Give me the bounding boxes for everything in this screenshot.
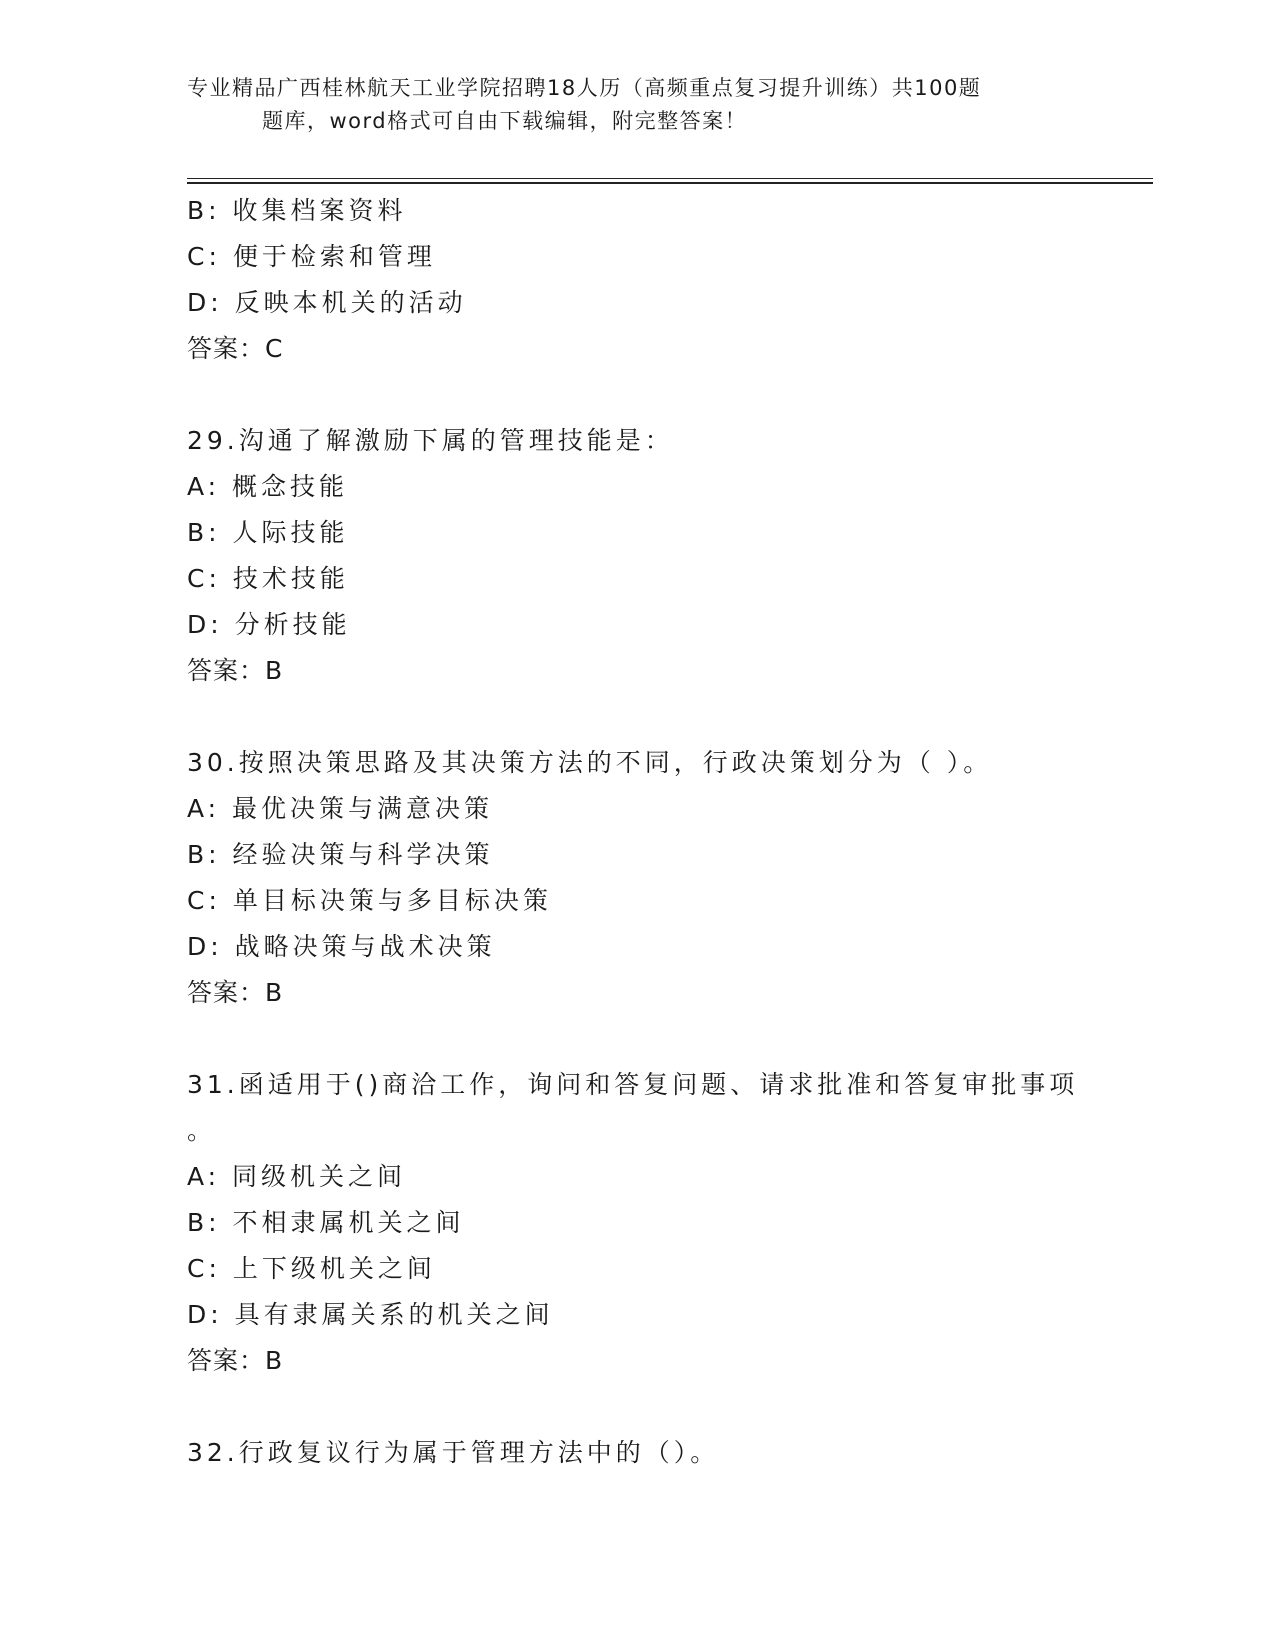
option-b: B: 经验决策与科学决策 — [187, 840, 494, 869]
answer-line: 答案：B — [187, 1346, 284, 1375]
option-c: C: 单目标决策与多目标决策 — [187, 886, 552, 915]
header-rule-thin — [187, 178, 1153, 179]
spacer — [187, 1016, 1087, 1062]
option-d: D: 分析技能 — [187, 610, 351, 639]
option-b: B: 收集档案资料 — [187, 196, 407, 225]
document-header — [187, 72, 1067, 138]
option-a: A: 概念技能 — [187, 472, 349, 501]
spacer — [187, 372, 1087, 418]
question-stem: 31.函适用于()商洽工作，询问和答复问题、请求批准和答复审批事项 — [187, 1070, 1079, 1099]
answer-line: 答案：C — [187, 334, 284, 363]
header-rule-thick — [187, 182, 1153, 184]
option-d: D: 战略决策与战术决策 — [187, 932, 496, 961]
option-c: C: 技术技能 — [187, 564, 349, 593]
question-stem-continuation: 。 — [187, 1116, 213, 1145]
question-stem: 32.行政复议行为属于管理方法中的（）。 — [187, 1438, 720, 1467]
option-a: A: 最优决策与满意决策 — [187, 794, 494, 823]
question-stem: 30.按照决策思路及其决策方法的不同，行政决策划分为（ ）。 — [187, 748, 993, 777]
question-30 — [187, 740, 1087, 1016]
option-d: D: 具有隶属关系的机关之间 — [187, 1300, 554, 1329]
option-b: B: 人际技能 — [187, 518, 349, 547]
option-d: D: 反映本机关的活动 — [187, 288, 467, 317]
option-b: B: 不相隶属机关之间 — [187, 1208, 465, 1237]
spacer — [187, 694, 1087, 740]
question-stem: 29.沟通了解激励下属的管理技能是： — [187, 426, 674, 455]
question-29 — [187, 418, 1087, 694]
option-c: C: 上下级机关之间 — [187, 1254, 436, 1283]
question-28-tail — [187, 188, 1087, 372]
option-a: A: 同级机关之间 — [187, 1162, 407, 1191]
question-31 — [187, 1062, 1087, 1384]
answer-line: 答案：B — [187, 978, 284, 1007]
option-c: C: 便于检索和管理 — [187, 242, 436, 271]
header-title-line2: 题库，word格式可自由下载编辑，附完整答案！ — [262, 109, 748, 133]
question-32 — [187, 1430, 1087, 1476]
answer-line: 答案：B — [187, 656, 284, 685]
spacer — [187, 1384, 1087, 1430]
question-list — [187, 188, 1087, 1476]
header-title-line1: 专业精品广西桂林航天工业学院招聘18人历（高频重点复习提升训练）共100题 — [187, 76, 982, 100]
